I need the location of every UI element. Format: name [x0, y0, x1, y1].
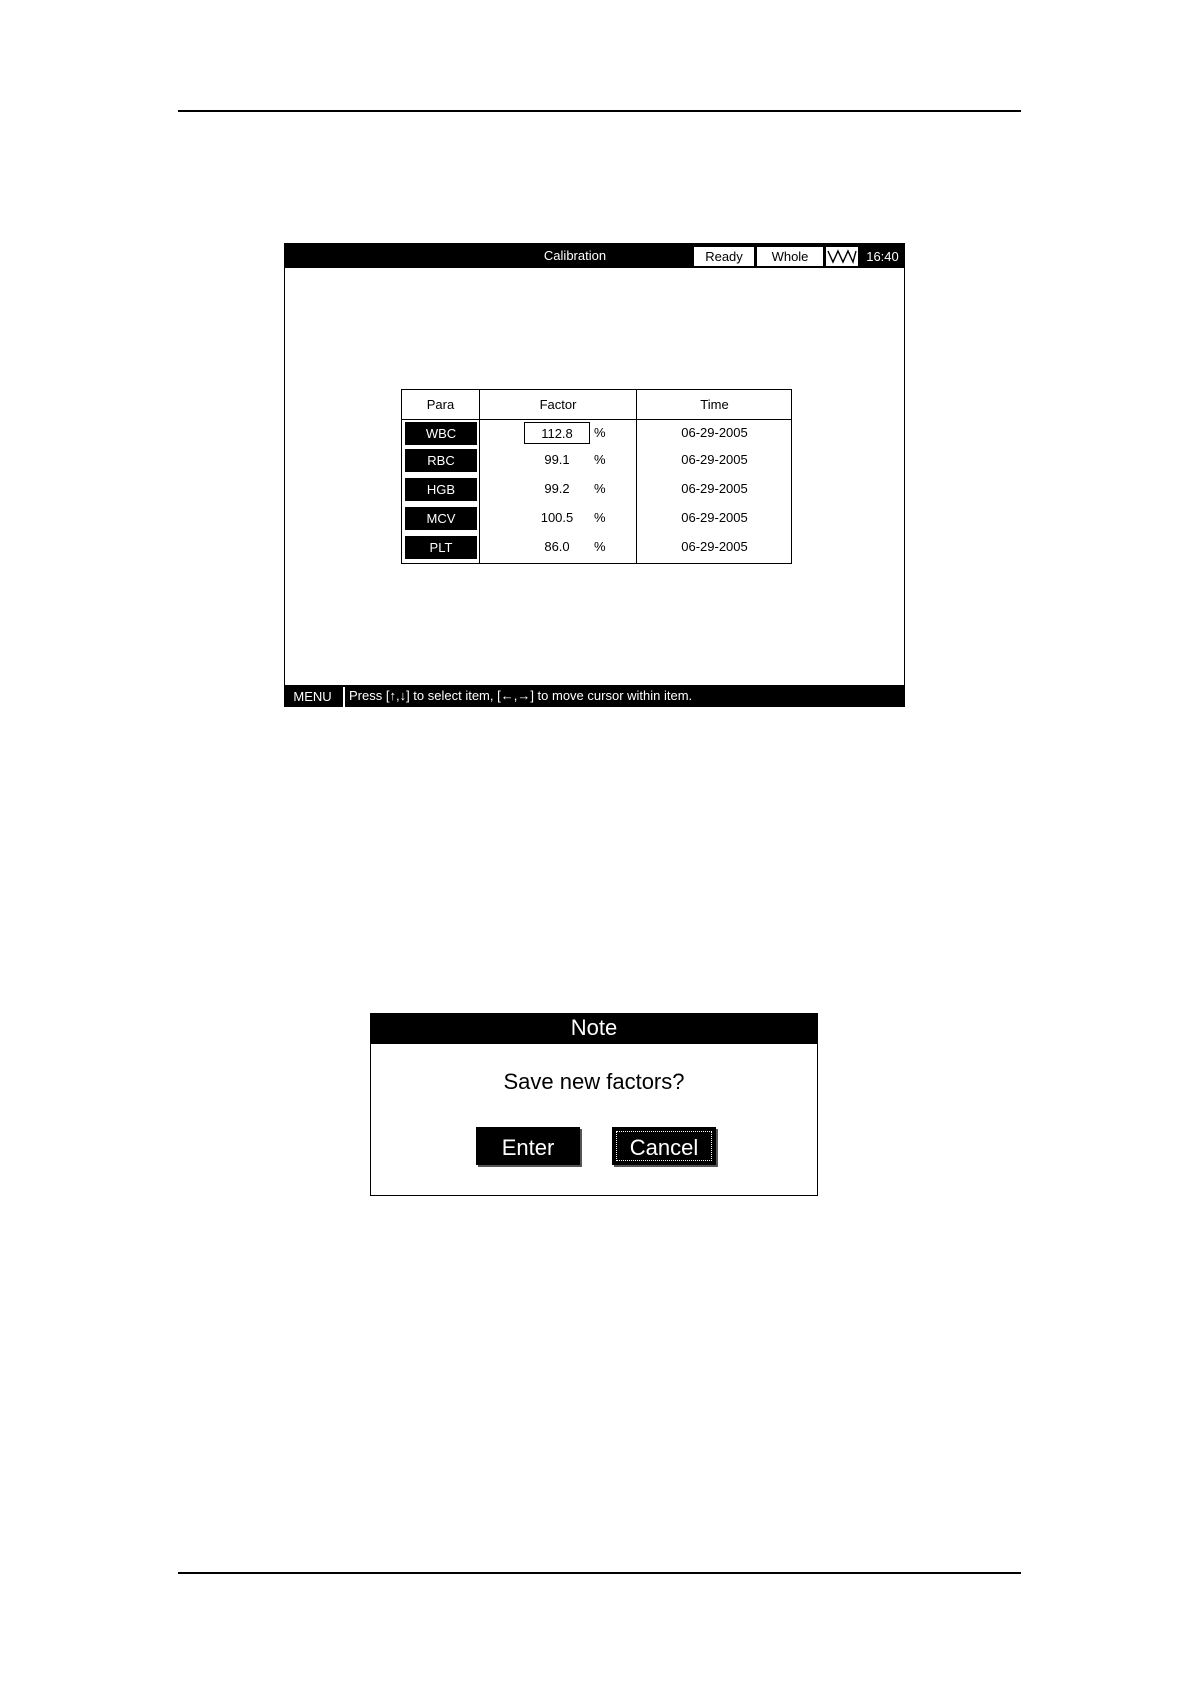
screen-title: Calibration	[543, 248, 607, 263]
title-bar	[285, 244, 904, 268]
factor-field[interactable]: 112.8	[524, 422, 590, 444]
header-factor: Factor	[539, 397, 577, 412]
factor-unit: %	[594, 481, 606, 496]
table-row	[402, 476, 791, 503]
factor-field[interactable]: 99.1	[544, 452, 570, 467]
menu-button[interactable]: MENU	[293, 689, 332, 704]
enter-button[interactable]: Enter	[476, 1127, 580, 1165]
factor-unit: %	[594, 452, 606, 467]
hint-text: Press [↑,↓] to select item, [←,→] to move cursor within item.	[349, 688, 693, 703]
para-label[interactable]: HGB	[405, 478, 477, 501]
page-bottom-rule	[178, 1572, 1021, 1574]
factor-unit: %	[594, 510, 606, 525]
para-label[interactable]: WBC	[405, 422, 477, 445]
factor-field[interactable]: 86.0	[544, 539, 570, 554]
cancel-button[interactable]: Cancel	[612, 1127, 716, 1165]
page-top-rule	[178, 110, 1021, 112]
table-row	[402, 420, 791, 447]
note-dialog	[370, 1013, 818, 1196]
calibration-date: 06-29-2005	[681, 481, 748, 496]
para-label[interactable]: MCV	[405, 507, 477, 530]
calibration-date: 06-29-2005	[681, 539, 748, 554]
dialog-title: Note	[371, 1014, 817, 1044]
clock: 16:40	[866, 249, 899, 264]
bottom-bar	[285, 685, 904, 707]
table-row	[402, 447, 791, 474]
factor-field[interactable]: 99.2	[544, 481, 570, 496]
waveform-icon	[826, 247, 858, 266]
calibration-table	[401, 389, 792, 564]
table-row	[402, 505, 791, 532]
dialog-message: Save new factors?	[503, 1069, 685, 1094]
table-row	[402, 534, 791, 561]
calibration-date: 06-29-2005	[681, 425, 748, 440]
status-indicator: Ready	[694, 247, 754, 266]
calibration-screen	[284, 243, 905, 707]
factor-unit: %	[594, 539, 606, 554]
header-time: Time	[700, 397, 729, 412]
factor-unit: %	[594, 425, 606, 440]
calibration-date: 06-29-2005	[681, 510, 748, 525]
header-para: Para	[426, 397, 455, 412]
para-label[interactable]: PLT	[405, 536, 477, 559]
para-label[interactable]: RBC	[405, 449, 477, 472]
mode-indicator: Whole	[757, 247, 823, 266]
factor-field[interactable]: 100.5	[540, 510, 574, 525]
calibration-date: 06-29-2005	[681, 452, 748, 467]
